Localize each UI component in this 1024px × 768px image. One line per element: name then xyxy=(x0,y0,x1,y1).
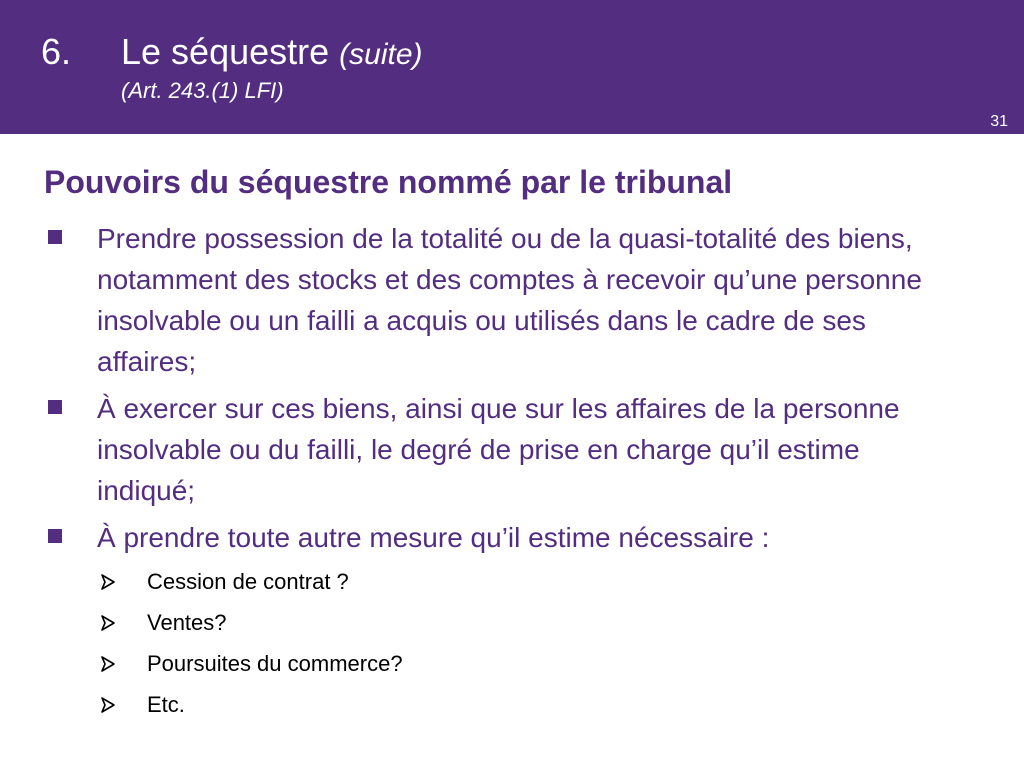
square-bullet-icon xyxy=(48,230,62,244)
section-number: 6. xyxy=(41,31,72,72)
bullet-text: À exercer sur ces biens, ainsi que sur les affaires de la personne insolvable ou du failli, le degré de prise en charge qu’il estime indiqué; xyxy=(97,393,900,506)
bullet-text: Prendre possession de la totalité ou de la quasi-totalité des biens, notamment des stocks et des comptes à recevoir qu’une personne insolvable ou un failli a acquis ou utilisés dans le cadre de ses affaires; xyxy=(97,223,922,377)
arrow-bullet-icon xyxy=(99,655,117,673)
square-bullet-icon xyxy=(48,400,62,414)
bullet-text: À prendre toute autre mesure qu’il estime nécessaire : xyxy=(97,522,770,553)
slide-title xyxy=(121,30,423,77)
arrow-bullet-icon xyxy=(99,573,117,591)
sub-list-text: Etc. xyxy=(147,692,185,717)
arrow-bullet-icon xyxy=(99,614,117,632)
slide-title-suffix: (suite) xyxy=(339,38,423,71)
slide-header xyxy=(0,0,1024,134)
sub-list-text: Ventes? xyxy=(147,610,227,635)
sub-list-text: Cession de contrat ? xyxy=(147,569,349,594)
slide-content xyxy=(0,134,1024,768)
square-bullet-icon xyxy=(48,529,62,543)
page-number: 31 xyxy=(990,113,1008,130)
sub-list-text: Poursuites du commerce? xyxy=(147,651,403,676)
content-heading: Pouvoirs du séquestre nommé par le tribunal xyxy=(44,164,733,200)
slide-title-text: Le séquestre xyxy=(121,31,330,72)
arrow-bullet-icon xyxy=(99,696,117,714)
slide-subtitle: (Art. 243.(1) LFI) xyxy=(121,78,284,103)
